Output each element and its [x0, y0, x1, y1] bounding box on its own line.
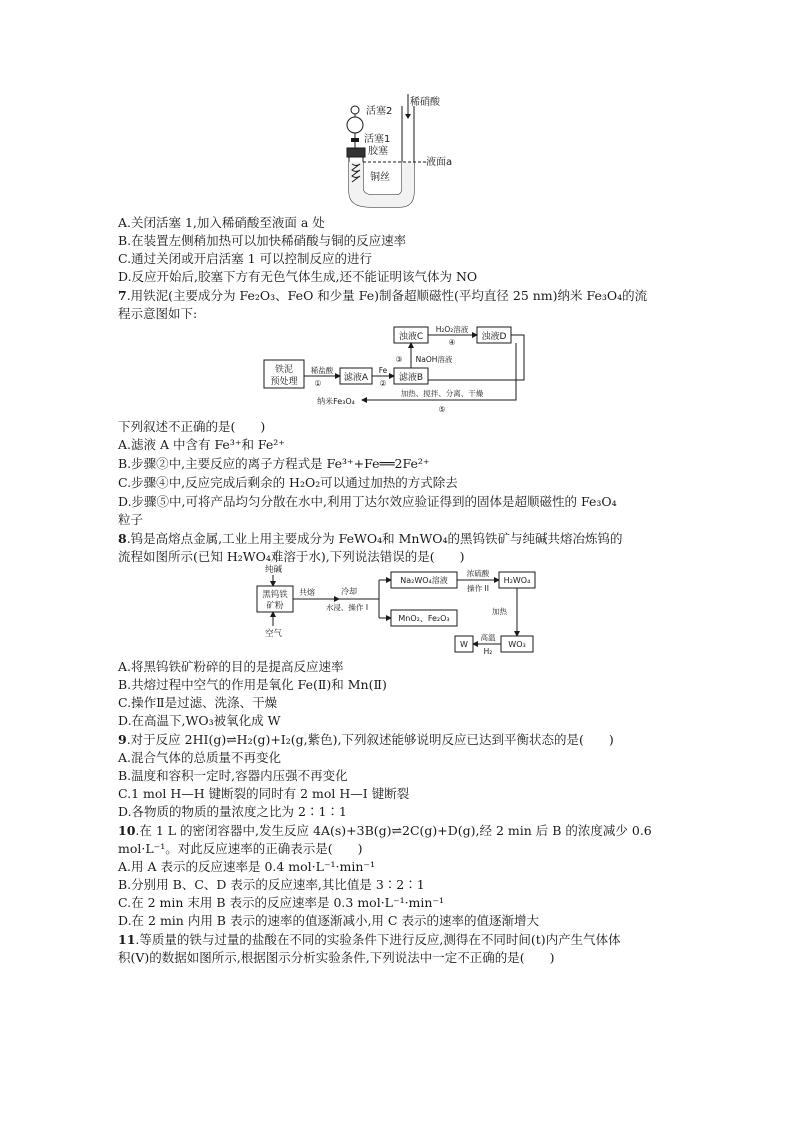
svg-text:H₂WO₄: H₂WO₄ — [503, 576, 531, 585]
svg-text:滤液B: 滤液B — [398, 373, 424, 383]
svg-text:空气: 空气 — [265, 629, 283, 639]
q9-option-d: D.各物质的物质的量浓度之比为 2∶1∶1 — [118, 804, 347, 819]
q7-question: 下列叙述不正确的是( ) — [118, 419, 266, 434]
q10-option-a: A.用 A 表示的反应速率是 0.4 mol·L⁻¹·min⁻¹ — [118, 859, 376, 874]
svg-text:①: ① — [314, 379, 322, 388]
q6-option-d: D.反应开始后,胶塞下方有无色气体生成,还不能证明该气体为 NO — [118, 269, 478, 284]
svg-text:W: W — [460, 640, 468, 649]
svg-text:MnO₂、Fe₂O₃: MnO₂、Fe₂O₃ — [398, 614, 450, 623]
label-copper-wire: 铜丝 — [370, 172, 390, 183]
q7-option-d-cont: 粒子 — [118, 512, 144, 527]
q9-number: 9 — [118, 732, 127, 747]
svg-text:浊液D: 浊液D — [481, 332, 507, 342]
svg-text:浊液C: 浊液C — [398, 332, 424, 342]
svg-text:④: ④ — [448, 338, 456, 347]
q6-apparatus-figure — [330, 92, 500, 212]
q11-stem-line2: 积(V)的数据如图所示,根据图示分析实验条件,下列说法中一定不正确的是( ) — [118, 950, 555, 965]
stopcock2-knob — [351, 106, 359, 114]
svg-text:矿粉: 矿粉 — [266, 601, 284, 611]
svg-text:浓硫酸: 浓硫酸 — [466, 569, 490, 578]
q10-stem-line1: 10.在 1 L 的密闭容器中,发生反应 4A(s)+3B(g)⇌2C(g)+D(g),经 2 min 后 B 的浓度减少 0.6 — [118, 823, 652, 838]
q6-option-c: C.通过关闭或开启活塞 1 可以控制反应的进行 — [118, 251, 372, 266]
svg-text:WO₃: WO₃ — [508, 640, 526, 649]
rubber-stopper — [347, 148, 365, 157]
q7-number: 7 — [118, 288, 127, 303]
stopcock2-bulb — [347, 117, 363, 133]
q8-option-d: D.在高温下,WO₃被氧化成 W — [118, 713, 281, 728]
q9-option-b: B.温度和容积一定时,容器内压强不再变化 — [118, 768, 348, 783]
svg-text:水浸、操作 I: 水浸、操作 I — [325, 603, 369, 612]
q10-option-b: B.分别用 B、C、D 表示的反应速率,其比值是 3∶2∶1 — [118, 877, 425, 892]
svg-text:Fe: Fe — [378, 366, 388, 375]
q8-option-a: A.将黑钨铁矿粉碎的目的是提高反应速率 — [118, 659, 344, 674]
svg-text:纳米Fe₃O₄: 纳米Fe₃O₄ — [317, 397, 355, 406]
q11-stem-line1: 11.等质量的铁与过量的盐酸在不同的实验条件下进行反应,测得在不同时间(t)内产生气体体 — [118, 932, 621, 947]
q7-flowchart — [262, 324, 542, 416]
svg-text:加热、搅拌、分离、干燥: 加热、搅拌、分离、干燥 — [400, 389, 484, 398]
q10-option-d: D.在 2 min 内用 B 表示的速率的值逐渐减小,用 C 表示的速率的值逐渐增大 — [118, 913, 539, 928]
q7-option-a: A.滤液 A 中含有 Fe³⁺和 Fe²⁺ — [118, 437, 285, 452]
svg-text:共熔: 共熔 — [299, 588, 315, 597]
svg-text:高温: 高温 — [480, 633, 496, 642]
q10-stem-line2: mol·L⁻¹。对此反应速率的正确表示是( ) — [118, 841, 363, 856]
q7-option-d: D.步骤⑤中,可将产品均匀分散在水中,利用丁达尔效应验证得到的固体是超顺磁性的 Fe₃O₄ — [118, 494, 617, 509]
label-stopcock2: 活塞2 — [366, 106, 393, 117]
svg-text:⑤: ⑤ — [438, 405, 446, 414]
svg-text:稀盐酸: 稀盐酸 — [310, 366, 334, 375]
svg-text:H₂: H₂ — [483, 647, 493, 656]
label-rubber-stopper: 胶塞 — [368, 146, 388, 157]
q6-option-a: A.关闭活塞 1,加入稀硝酸至液面 a 处 — [118, 215, 325, 230]
svg-text:铁泥: 铁泥 — [274, 365, 294, 375]
label-dilute-nitric: 稀硝酸 — [410, 97, 440, 108]
q10-number: 10 — [118, 823, 136, 838]
q7-stem-line2: 程示意图如下: — [118, 306, 198, 321]
q8-option-b: B.共熔过程中空气的作用是氧化 Fe(Ⅱ)和 Mn(Ⅱ) — [118, 677, 387, 692]
q7-stem-line1: 7.用铁泥(主要成分为 Fe₂O₃、FeO 和少量 Fe)制备超顺磁性(平均直径 25 nm)纳米 Fe₃O₄的流 — [118, 288, 648, 303]
q8-flowchart — [255, 562, 545, 656]
svg-text:加热: 加热 — [492, 607, 507, 616]
q10-option-c: C.在 2 min 末用 B 表示的反应速率是 0.3 mol·L⁻¹·min⁻¹ — [118, 895, 445, 910]
svg-text:③: ③ — [395, 355, 403, 364]
q9-option-a: A.混合气体的总质量不再变化 — [118, 750, 282, 765]
svg-text:冷却: 冷却 — [341, 587, 357, 596]
svg-text:纯碱: 纯碱 — [265, 565, 283, 575]
q8-stem-line1: 8.钨是高熔点金属,工业上用主要成分为 FeWO₄和 MnWO₄的黑钨铁矿与纯碱共熔冶炼钨的 — [118, 531, 623, 546]
q8-stem-line2: 流程如图所示(已知 H₂WO₄难溶于水),下列说法错误的是( ) — [118, 549, 465, 564]
q6-option-b: B.在装置左侧稍加热可以加快稀硝酸与铜的反应速率 — [118, 233, 407, 248]
svg-text:②: ② — [379, 379, 387, 388]
svg-text:NaOH溶液: NaOH溶液 — [415, 355, 453, 364]
svg-text:滤液A: 滤液A — [343, 373, 369, 383]
svg-text:H₂O₂溶液: H₂O₂溶液 — [435, 325, 469, 334]
svg-text:操作 II: 操作 II — [467, 584, 489, 593]
label-liquid-level: 液面a — [426, 157, 453, 168]
svg-text:黑钨铁: 黑钨铁 — [262, 590, 288, 600]
q9-stem: 9.对于反应 2HI(g)⇌H₂(g)+I₂(g,紫色),下列叙述能够说明反应已达到平衡状态的是( ) — [118, 732, 614, 747]
q9-option-c: C.1 mol H—H 键断裂的同时有 2 mol H—I 键断裂 — [118, 786, 410, 801]
q7-option-c: C.步骤④中,反应完成后剩余的 H₂O₂可以通过加热的方式除去 — [118, 475, 458, 490]
q7-option-b: B.步骤②中,主要反应的离子方程式是 Fe³⁺+Fe══2Fe²⁺ — [118, 456, 430, 471]
svg-text:预处理: 预处理 — [270, 377, 298, 387]
stopcock1-valve — [351, 138, 359, 142]
svg-text:Na₂WO₄溶液: Na₂WO₄溶液 — [400, 576, 448, 585]
q8-option-c: C.操作Ⅱ是过滤、洗涤、干燥 — [118, 695, 278, 710]
label-stopcock1: 活塞1 — [364, 134, 391, 145]
q8-number: 8 — [118, 531, 127, 546]
q11-number: 11 — [118, 932, 136, 947]
